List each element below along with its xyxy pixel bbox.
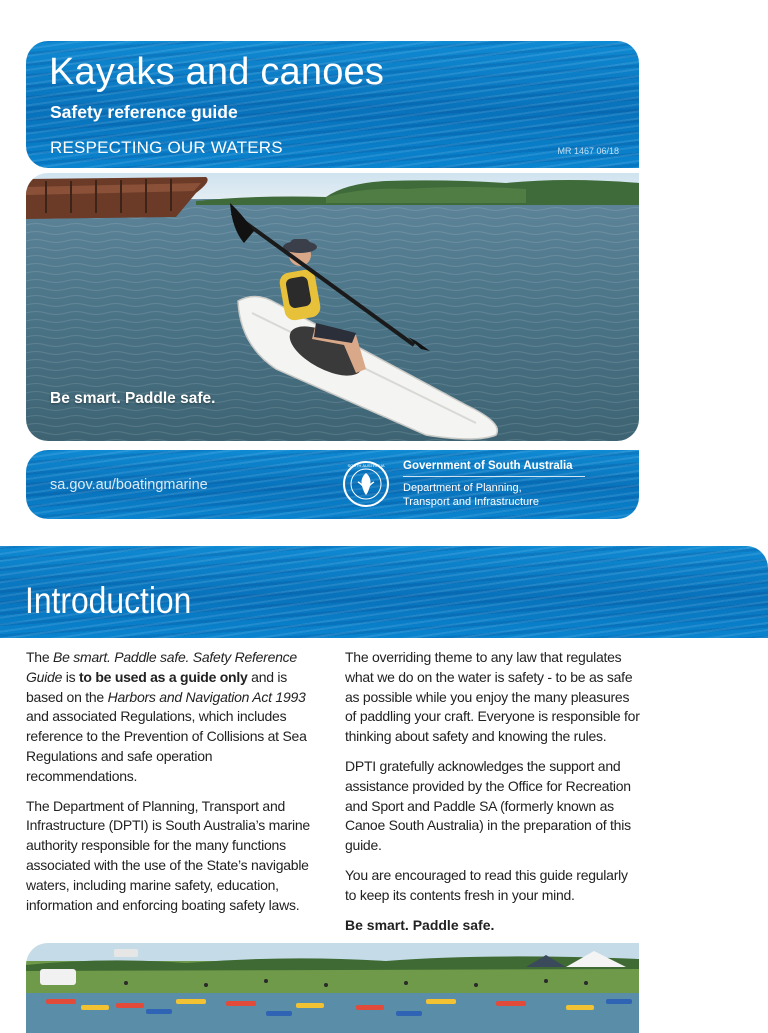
introduction-banner (0, 546, 768, 638)
photo-caption: Be smart. Paddle safe. (50, 390, 216, 407)
kayaker-photo (26, 173, 639, 441)
text-run: is (62, 668, 79, 685)
cover-subtitle: Safety reference guide (50, 102, 238, 122)
seal-text: SOUTH AUSTRALIA (347, 463, 385, 468)
introduction-heading: Introduction (25, 580, 192, 621)
text-run: and associated Regulations, which includes reference to the Prevention of Collisions at Sea Regulations and safe operation recommendations. (26, 708, 307, 784)
website-link[interactable]: sa.gov.au/boatingmarine (50, 477, 208, 493)
cover-footer-band (26, 450, 639, 519)
text-run: and is based on the (26, 668, 288, 705)
government-name: Government of South Australia (403, 460, 585, 477)
intro-paragraph-4: DPTI gratefully acknowledges the support and assistance provided by the Office for Recreation and Sport and Paddle SA (formerly known as Canoe South Australia) in the preparation of this guide. (345, 757, 631, 854)
intro-left-column (26, 648, 326, 925)
guide-title-italic: Be smart. Paddle safe. Safety Reference Guide (26, 649, 297, 685)
publication-code: MR 1467 06/18 (557, 146, 619, 156)
intro-right-column (345, 648, 640, 945)
intro-paragraph-5: You are encouraged to read this guide regularly to keep its contents fresh in your mind. (345, 866, 628, 903)
department-name-line1: Department of Planning, (403, 482, 522, 494)
intro-paragraph-1 (26, 648, 326, 787)
cover-header-banner (26, 41, 639, 168)
paddling-event-photo (26, 943, 639, 1033)
intro-paragraph-2: The Department of Planning, Transport and Infrastructure (DPTI) is South Australia’s marine authority responsible for the many functions associated with the use of the State’s navigable waters, including marine safety, education, information and enforcing boating safety laws. (26, 797, 310, 913)
cover-title: Kayaks and canoes (49, 51, 385, 93)
text-run: The (26, 649, 54, 665)
intro-paragraph-3: The overriding theme to any law that regulates what we do on the water is safety - to be as safe as possible while you enjoy the many pleasures of paddling your craft. Everyone is responsible for thinking about safety and knowing the rules. (345, 649, 640, 745)
event-illustration (26, 943, 639, 1033)
act-name-italic: Harbors and Navigation Act 1993 (107, 688, 306, 705)
cover-tagline: RESPECTING OUR WATERS (50, 138, 283, 157)
sign-off-slogan: Be smart. Paddle safe. (345, 916, 495, 933)
guide-only-emphasis: to be used as a guide only (79, 668, 248, 685)
department-name-line2: Transport and Infrastructure (403, 496, 539, 508)
government-seal-icon (342, 460, 390, 508)
